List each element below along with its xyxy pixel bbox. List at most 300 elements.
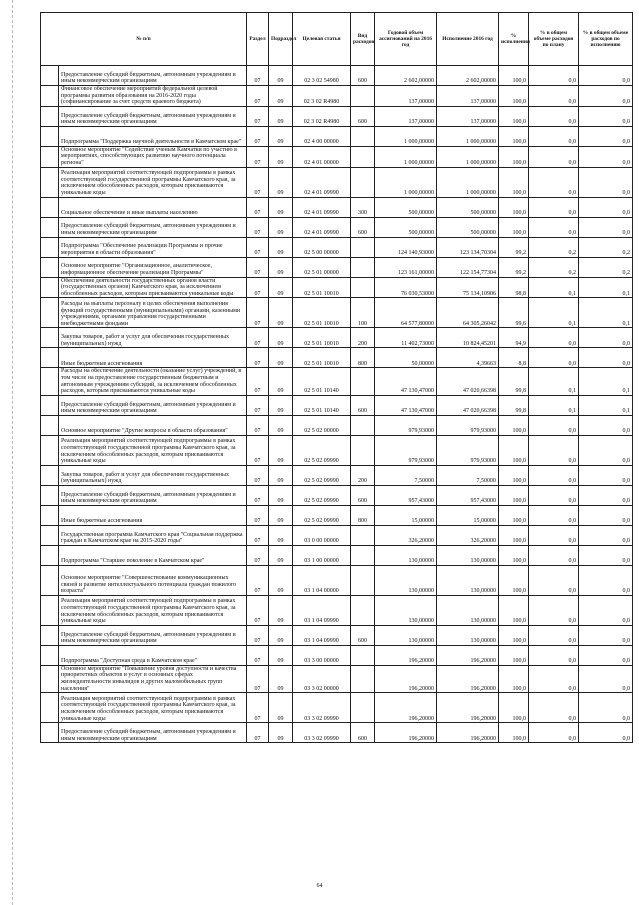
row-number-cell xyxy=(41,625,59,645)
table-row xyxy=(41,435,633,465)
table-row xyxy=(41,298,633,328)
cell-plan: 2 602,00000 xyxy=(375,66,437,86)
cell-se: 0,0 xyxy=(579,167,633,197)
cell-exec: 130,00000 xyxy=(437,565,499,595)
row-number-cell xyxy=(41,368,59,395)
cell-exec: 1 000,00000 xyxy=(437,167,499,197)
cell-sub: 09 xyxy=(269,415,293,435)
cell-pct: 100,0 xyxy=(499,505,529,525)
cell-name: Предоставление субсидий бюджетным, автономным учреждениям и иным некоммерческим организациям xyxy=(59,106,247,126)
cell-name: Основное мероприятие "Совершенствование коммуникационных связей и развитие интеллектуального потенциала граждан пожилого возраста" xyxy=(59,565,247,595)
cell-sp: 0,1 xyxy=(529,277,579,298)
cell-kind xyxy=(351,368,375,395)
cell-name: Подпрограмма "Обеспечение реализации Программы и прочие мероприятия в области образования" xyxy=(59,237,247,257)
cell-exec: 64 305,26042 xyxy=(437,298,499,328)
cell-target: 02 5 01 10010 xyxy=(293,328,351,348)
cell-name: Предоставление субсидий бюджетным, автономным учреждениям и иным некоммерческим организациям xyxy=(59,625,247,645)
header-section: Раздел xyxy=(247,13,269,66)
cell-sec: 07 xyxy=(247,485,269,505)
header-target: Целевая статья xyxy=(293,13,351,66)
row-number-cell xyxy=(41,328,59,348)
cell-sec: 07 xyxy=(247,395,269,415)
cell-plan: 7,50000 xyxy=(375,465,437,485)
cell-kind: 300 xyxy=(351,197,375,217)
cell-kind: 600 xyxy=(351,106,375,126)
cell-pct: 94,9 xyxy=(499,328,529,348)
cell-pct: 100,0 xyxy=(499,146,529,167)
cell-pct: 99,8 xyxy=(499,395,529,415)
cell-sub: 09 xyxy=(269,625,293,645)
table-row xyxy=(41,277,633,298)
cell-kind xyxy=(351,257,375,277)
cell-name: Расходы на обеспечение деятельности (оказание услуг) учреждений, в том числе на предоставление государственным бюджетным и автономным учреждениям субсидий, за исключением обособленных расходов, которым присваиваются уникальные коды xyxy=(59,368,247,395)
table-row xyxy=(41,66,633,86)
cell-kind xyxy=(351,565,375,595)
cell-name: Обеспечение деятельности государственных органов власти (государственных органов) Камчатского края, за исключением обособленных расходов, которым присваиваются уникальные коды xyxy=(59,277,247,298)
row-number-cell xyxy=(41,565,59,595)
table-row xyxy=(41,368,633,395)
cell-pct: 100,0 xyxy=(499,465,529,485)
cell-target: 03 3 00 00000 xyxy=(293,645,351,665)
table-row xyxy=(41,106,633,126)
cell-exec: 1 000,00000 xyxy=(437,146,499,167)
table-row xyxy=(41,257,633,277)
cell-sec: 07 xyxy=(247,217,269,237)
cell-sub: 09 xyxy=(269,665,293,692)
cell-se: 0,0 xyxy=(579,465,633,485)
table-row xyxy=(41,415,633,435)
cell-sp: 0,0 xyxy=(529,348,579,368)
cell-name: Финансовое обеспечение мероприятий федеральной целевой программы развития образования на 2016-2020 годы (софинансирование за счет средств краевого бюджета) xyxy=(59,86,247,107)
cell-se: 0,0 xyxy=(579,217,633,237)
cell-sec: 07 xyxy=(247,723,269,743)
cell-exec: 4,39663 xyxy=(437,348,499,368)
cell-pct: 100,0 xyxy=(499,645,529,665)
cell-target: 02 5 02 09990 xyxy=(293,465,351,485)
cell-plan: 500,00000 xyxy=(375,197,437,217)
cell-se: 0,0 xyxy=(579,86,633,107)
row-number-cell xyxy=(41,348,59,368)
cell-se: 0,0 xyxy=(579,106,633,126)
cell-sub: 09 xyxy=(269,197,293,217)
cell-sp: 0,0 xyxy=(529,167,579,197)
cell-kind xyxy=(351,665,375,692)
cell-sub: 09 xyxy=(269,217,293,237)
cell-exec: 196,20000 xyxy=(437,645,499,665)
cell-sec: 07 xyxy=(247,693,269,723)
cell-target: 03 3 02 09990 xyxy=(293,693,351,723)
cell-plan: 76 030,53000 xyxy=(375,277,437,298)
cell-sec: 07 xyxy=(247,465,269,485)
cell-exec: 500,00000 xyxy=(437,217,499,237)
cell-sub: 09 xyxy=(269,435,293,465)
row-number-cell xyxy=(41,525,59,545)
row-number-cell xyxy=(41,86,59,107)
cell-kind: 600 xyxy=(351,723,375,743)
table-row xyxy=(41,645,633,665)
cell-plan: 196,20000 xyxy=(375,693,437,723)
cell-sp: 0,1 xyxy=(529,298,579,328)
cell-sub: 09 xyxy=(269,348,293,368)
table-row xyxy=(41,197,633,217)
cell-exec: 137,00000 xyxy=(437,106,499,126)
cell-sub: 09 xyxy=(269,146,293,167)
cell-sp: 0,0 xyxy=(529,106,579,126)
cell-sub: 09 xyxy=(269,505,293,525)
cell-sec: 07 xyxy=(247,435,269,465)
table-row xyxy=(41,348,633,368)
table-row xyxy=(41,86,633,107)
cell-target: 02 5 02 09990 xyxy=(293,435,351,465)
cell-name: Предоставление субсидий бюджетным, автономным учреждениям и иным некоммерческим организациям xyxy=(59,485,247,505)
cell-plan: 137,00000 xyxy=(375,106,437,126)
cell-target: 02 5 01 00000 xyxy=(293,257,351,277)
cell-sp: 0,1 xyxy=(529,368,579,395)
cell-kind xyxy=(351,545,375,565)
cell-target: 02 5 01 10140 xyxy=(293,368,351,395)
cell-name: Основное мероприятие "Содействие ученым Камчатки по участию в мероприятиях, способствующих развитию научного потенциала региона" xyxy=(59,146,247,167)
cell-exec: 75 134,10906 xyxy=(437,277,499,298)
cell-name: Реализация мероприятий соответствующей подпрограммы в рамках соответствующей государственной программы Камчатского края, за исключением обособленных расходов, которым присваиваются уникальные коды xyxy=(59,693,247,723)
row-number-cell xyxy=(41,66,59,86)
cell-pct: 100,0 xyxy=(499,545,529,565)
cell-sec: 07 xyxy=(247,86,269,107)
cell-name: Предоставление субсидий бюджетным, автономным учреждениям и иным некоммерческим организациям xyxy=(59,66,247,86)
row-number-cell xyxy=(41,167,59,197)
cell-kind xyxy=(351,237,375,257)
cell-name: Предоставление субсидий бюджетным, автономным учреждениям и иным некоммерческим организациям xyxy=(59,217,247,237)
cell-pct: 99,8 xyxy=(499,368,529,395)
cell-name: Реализация мероприятий соответствующей подпрограммы в рамках соответствующей государственной программы Камчатского края, за исключением обособленных расходов, которым присваиваются уникальные коды xyxy=(59,595,247,625)
cell-sp: 0,0 xyxy=(529,66,579,86)
cell-se: 0,0 xyxy=(579,415,633,435)
cell-kind xyxy=(351,435,375,465)
cell-target: 03 1 04 09990 xyxy=(293,595,351,625)
cell-plan: 47 130,47000 xyxy=(375,368,437,395)
cell-target: 02 3 02 R4980 xyxy=(293,106,351,126)
cell-name: Закупка товаров, работ и услуг для обеспечения государственных (муниципальных) нужд xyxy=(59,465,247,485)
header-share-exec: % в общем объеме расходов по исполнению xyxy=(579,13,633,66)
cell-sec: 07 xyxy=(247,645,269,665)
table-row xyxy=(41,395,633,415)
cell-exec: 196,20000 xyxy=(437,665,499,692)
cell-pct: 100,0 xyxy=(499,625,529,645)
cell-kind: 200 xyxy=(351,465,375,485)
cell-plan: 1 000,00000 xyxy=(375,146,437,167)
cell-sp: 0,0 xyxy=(529,723,579,743)
cell-name: Расходы на выплаты персоналу в целях обеспечения выполнения функций государственными (муниципальными) органами, казенными учреждениями, органами управления государственными внебюджетными фондами xyxy=(59,298,247,328)
cell-plan: 130,00000 xyxy=(375,545,437,565)
cell-sub: 09 xyxy=(269,395,293,415)
cell-name: Социальное обеспечение и иные выплаты населению xyxy=(59,197,247,217)
cell-sec: 07 xyxy=(247,625,269,645)
cell-name: Основное мероприятие "Повышение уровня доступности и качества приоритетных объектов и услуг в основных сферах жизнедеятельности инвалидов и других маломобильных групп населения" xyxy=(59,665,247,692)
cell-target: 02 4 01 09990 xyxy=(293,167,351,197)
table-row xyxy=(41,545,633,565)
cell-target: 02 5 02 09990 xyxy=(293,505,351,525)
cell-kind xyxy=(351,277,375,298)
cell-exec: 122 154,77304 xyxy=(437,257,499,277)
cell-target: 02 5 02 00000 xyxy=(293,415,351,435)
cell-kind xyxy=(351,126,375,146)
cell-name: Подпрограмма "Доступная среда в Камчатском крае" xyxy=(59,645,247,665)
cell-plan: 196,20000 xyxy=(375,665,437,692)
cell-se: 0,0 xyxy=(579,723,633,743)
cell-exec: 130,00000 xyxy=(437,625,499,645)
cell-se: 0,0 xyxy=(579,665,633,692)
cell-sec: 07 xyxy=(247,106,269,126)
row-number-cell xyxy=(41,545,59,565)
cell-plan: 196,20000 xyxy=(375,723,437,743)
cell-exec: 47 020,66398 xyxy=(437,368,499,395)
cell-se: 0,1 xyxy=(579,368,633,395)
cell-pct: 100,0 xyxy=(499,485,529,505)
cell-pct: 98,8 xyxy=(499,277,529,298)
cell-se: 0,0 xyxy=(579,693,633,723)
cell-sub: 09 xyxy=(269,645,293,665)
cell-target: 02 4 01 00000 xyxy=(293,146,351,167)
cell-exec: 979,93000 xyxy=(437,415,499,435)
cell-sp: 0,0 xyxy=(529,505,579,525)
cell-se: 0,0 xyxy=(579,545,633,565)
cell-exec: 123 134,70304 xyxy=(437,237,499,257)
cell-kind: 600 xyxy=(351,485,375,505)
cell-sub: 09 xyxy=(269,525,293,545)
cell-se: 0,0 xyxy=(579,328,633,348)
row-number-cell xyxy=(41,277,59,298)
row-number-cell xyxy=(41,505,59,525)
cell-sub: 09 xyxy=(269,723,293,743)
cell-target: 02 5 01 10010 xyxy=(293,277,351,298)
cell-sec: 07 xyxy=(247,415,269,435)
cell-sp: 0,0 xyxy=(529,126,579,146)
cell-se: 0,0 xyxy=(579,565,633,595)
cell-sec: 07 xyxy=(247,665,269,692)
cell-plan: 124 140,93000 xyxy=(375,237,437,257)
row-number-cell xyxy=(41,146,59,167)
cell-sec: 07 xyxy=(247,595,269,625)
cell-kind: 600 xyxy=(351,395,375,415)
table-row xyxy=(41,146,633,167)
cell-target: 03 0 00 00000 xyxy=(293,525,351,545)
page-number: 64 xyxy=(316,883,323,889)
cell-target: 02 5 02 09990 xyxy=(293,485,351,505)
cell-pct: 100,0 xyxy=(499,126,529,146)
cell-kind: 200 xyxy=(351,328,375,348)
cell-target: 03 3 02 00000 xyxy=(293,665,351,692)
cell-exec: 7,50000 xyxy=(437,465,499,485)
header-pct: % исполнения xyxy=(499,13,529,66)
cell-exec: 326,20000 xyxy=(437,525,499,545)
cell-sub: 09 xyxy=(269,328,293,348)
table-row xyxy=(41,465,633,485)
cell-target: 02 3 02 R4980 xyxy=(293,86,351,107)
cell-kind xyxy=(351,86,375,107)
cell-sec: 07 xyxy=(247,328,269,348)
cell-target: 02 5 00 00000 xyxy=(293,237,351,257)
table-row xyxy=(41,217,633,237)
cell-kind xyxy=(351,415,375,435)
cell-sp: 0,0 xyxy=(529,565,579,595)
table-row xyxy=(41,167,633,197)
row-number-cell xyxy=(41,197,59,217)
cell-name: Государственная программа Камчатского края "Социальная поддержка граждан в Камчатском крае на 2015-2020 годы" xyxy=(59,525,247,545)
cell-sub: 09 xyxy=(269,545,293,565)
cell-se: 0,1 xyxy=(579,277,633,298)
cell-name: Основное мероприятие "Другие вопросы в области образования" xyxy=(59,415,247,435)
cell-pct: 100,0 xyxy=(499,167,529,197)
cell-plan: 130,00000 xyxy=(375,565,437,595)
row-number-cell xyxy=(41,415,59,435)
cell-sp: 0,0 xyxy=(529,665,579,692)
cell-sp: 0,0 xyxy=(529,595,579,625)
cell-plan: 15,00000 xyxy=(375,505,437,525)
cell-target: 02 4 01 09990 xyxy=(293,197,351,217)
cell-se: 0,1 xyxy=(579,298,633,328)
budget-table xyxy=(40,12,633,743)
cell-sp: 0,1 xyxy=(529,395,579,415)
cell-sec: 07 xyxy=(247,545,269,565)
cell-name: Иные бюджетные ассигнования xyxy=(59,348,247,368)
cell-target: 02 5 01 10010 xyxy=(293,298,351,328)
row-number-cell xyxy=(41,237,59,257)
cell-sec: 07 xyxy=(247,368,269,395)
table-row xyxy=(41,505,633,525)
header-plan: Годовой объем ассигнований на 2016 год xyxy=(375,13,437,66)
cell-name: Реализация мероприятий соответствующей подпрограммы в рамках соответствующей государственной программы Камчатского края, за исключением обособленных расходов, которым присваиваются уникальные коды xyxy=(59,435,247,465)
cell-name: Предоставление субсидий бюджетным, автономным учреждениям и иным некоммерческим организациям xyxy=(59,723,247,743)
cell-exec: 979,93000 xyxy=(437,435,499,465)
cell-sec: 07 xyxy=(247,237,269,257)
cell-se: 0,1 xyxy=(579,395,633,415)
cell-plan: 196,20000 xyxy=(375,645,437,665)
cell-sub: 09 xyxy=(269,565,293,595)
header-kind: Вид расходов xyxy=(351,13,375,66)
cell-se: 0,0 xyxy=(579,645,633,665)
row-number-cell xyxy=(41,395,59,415)
cell-kind xyxy=(351,645,375,665)
cell-exec: 10 824,45201 xyxy=(437,328,499,348)
cell-sp: 0,0 xyxy=(529,86,579,107)
cell-sub: 09 xyxy=(269,465,293,485)
cell-se: 0,0 xyxy=(579,197,633,217)
row-number-cell xyxy=(41,257,59,277)
row-number-cell xyxy=(41,217,59,237)
table-row xyxy=(41,665,633,692)
cell-sp: 0,0 xyxy=(529,525,579,545)
cell-kind: 100 xyxy=(351,298,375,328)
cell-sp: 0,2 xyxy=(529,237,579,257)
table-header-row xyxy=(41,13,633,66)
left-margin-line xyxy=(12,0,13,905)
cell-sec: 07 xyxy=(247,197,269,217)
cell-plan: 50,00000 xyxy=(375,348,437,368)
cell-name: Подпрограмма "Поддержка научной деятельности в Камчатском крае" xyxy=(59,126,247,146)
cell-se: 0,0 xyxy=(579,485,633,505)
cell-pct: 100,0 xyxy=(499,415,529,435)
cell-sec: 07 xyxy=(247,348,269,368)
cell-pct: 100,0 xyxy=(499,66,529,86)
cell-sec: 07 xyxy=(247,565,269,595)
row-number-cell xyxy=(41,645,59,665)
row-number-cell xyxy=(41,106,59,126)
table-row xyxy=(41,625,633,645)
cell-target: 03 1 04 00000 xyxy=(293,565,351,595)
cell-pct: 100,0 xyxy=(499,723,529,743)
cell-pct: 100,0 xyxy=(499,86,529,107)
cell-kind: 600 xyxy=(351,217,375,237)
cell-kind xyxy=(351,693,375,723)
cell-target: 03 1 04 09990 xyxy=(293,625,351,645)
cell-kind: 800 xyxy=(351,348,375,368)
cell-plan: 64 577,80000 xyxy=(375,298,437,328)
cell-sub: 09 xyxy=(269,66,293,86)
cell-kind xyxy=(351,146,375,167)
cell-name: Предоставление субсидий бюджетным, автономным учреждениям и иным некоммерческим организациям xyxy=(59,395,247,415)
cell-plan: 1 000,00000 xyxy=(375,167,437,197)
cell-se: 0,0 xyxy=(579,126,633,146)
table-row xyxy=(41,237,633,257)
cell-kind: 800 xyxy=(351,505,375,525)
cell-sec: 07 xyxy=(247,146,269,167)
cell-se: 0,2 xyxy=(579,237,633,257)
cell-plan: 979,93000 xyxy=(375,415,437,435)
cell-exec: 196,20000 xyxy=(437,693,499,723)
cell-name: Закупка товаров, работ и услуг для обеспечения государственных (муниципальных) нужд xyxy=(59,328,247,348)
cell-pct: 100,0 xyxy=(499,565,529,595)
row-number-cell xyxy=(41,435,59,465)
cell-exec: 957,43000 xyxy=(437,485,499,505)
cell-sec: 07 xyxy=(247,167,269,197)
cell-name: Реализация мероприятий соответствующей подпрограммы в рамках соответствующей государственной программы Камчатского края, за исключением обособленных расходов, которым присваиваются уникальные коды xyxy=(59,167,247,197)
cell-plan: 130,00000 xyxy=(375,625,437,645)
cell-sub: 09 xyxy=(269,368,293,395)
cell-sub: 09 xyxy=(269,167,293,197)
cell-sec: 07 xyxy=(247,298,269,328)
cell-sp: 0,0 xyxy=(529,545,579,565)
cell-se: 0,0 xyxy=(579,66,633,86)
cell-exec: 47 020,66398 xyxy=(437,395,499,415)
header-exec: Исполнение 2016 год xyxy=(437,13,499,66)
cell-se: 0,0 xyxy=(579,625,633,645)
cell-sp: 0,0 xyxy=(529,645,579,665)
table-row xyxy=(41,723,633,743)
cell-sp: 0,0 xyxy=(529,693,579,723)
cell-pct: 100,0 xyxy=(499,197,529,217)
cell-sp: 0,0 xyxy=(529,146,579,167)
cell-exec: 130,00000 xyxy=(437,545,499,565)
cell-pct: 99,2 xyxy=(499,257,529,277)
cell-sp: 0,0 xyxy=(529,625,579,645)
cell-kind xyxy=(351,525,375,545)
cell-pct: 100,0 xyxy=(499,435,529,465)
cell-sp: 0,0 xyxy=(529,415,579,435)
cell-plan: 123 161,00000 xyxy=(375,257,437,277)
cell-plan: 47 130,47000 xyxy=(375,395,437,415)
cell-name: Иные бюджетные ассигнования xyxy=(59,505,247,525)
cell-plan: 500,00000 xyxy=(375,217,437,237)
header-subsection: Подраздел xyxy=(269,13,293,66)
table-row xyxy=(41,525,633,545)
cell-sec: 07 xyxy=(247,505,269,525)
row-number-cell xyxy=(41,126,59,146)
cell-target: 02 5 01 10010 xyxy=(293,348,351,368)
header-share-plan: % в общем объеме расходов по плану xyxy=(529,13,579,66)
cell-sub: 09 xyxy=(269,86,293,107)
cell-exec: 130,00000 xyxy=(437,595,499,625)
cell-plan: 11 402,73000 xyxy=(375,328,437,348)
cell-target: 02 4 01 09990 xyxy=(293,217,351,237)
